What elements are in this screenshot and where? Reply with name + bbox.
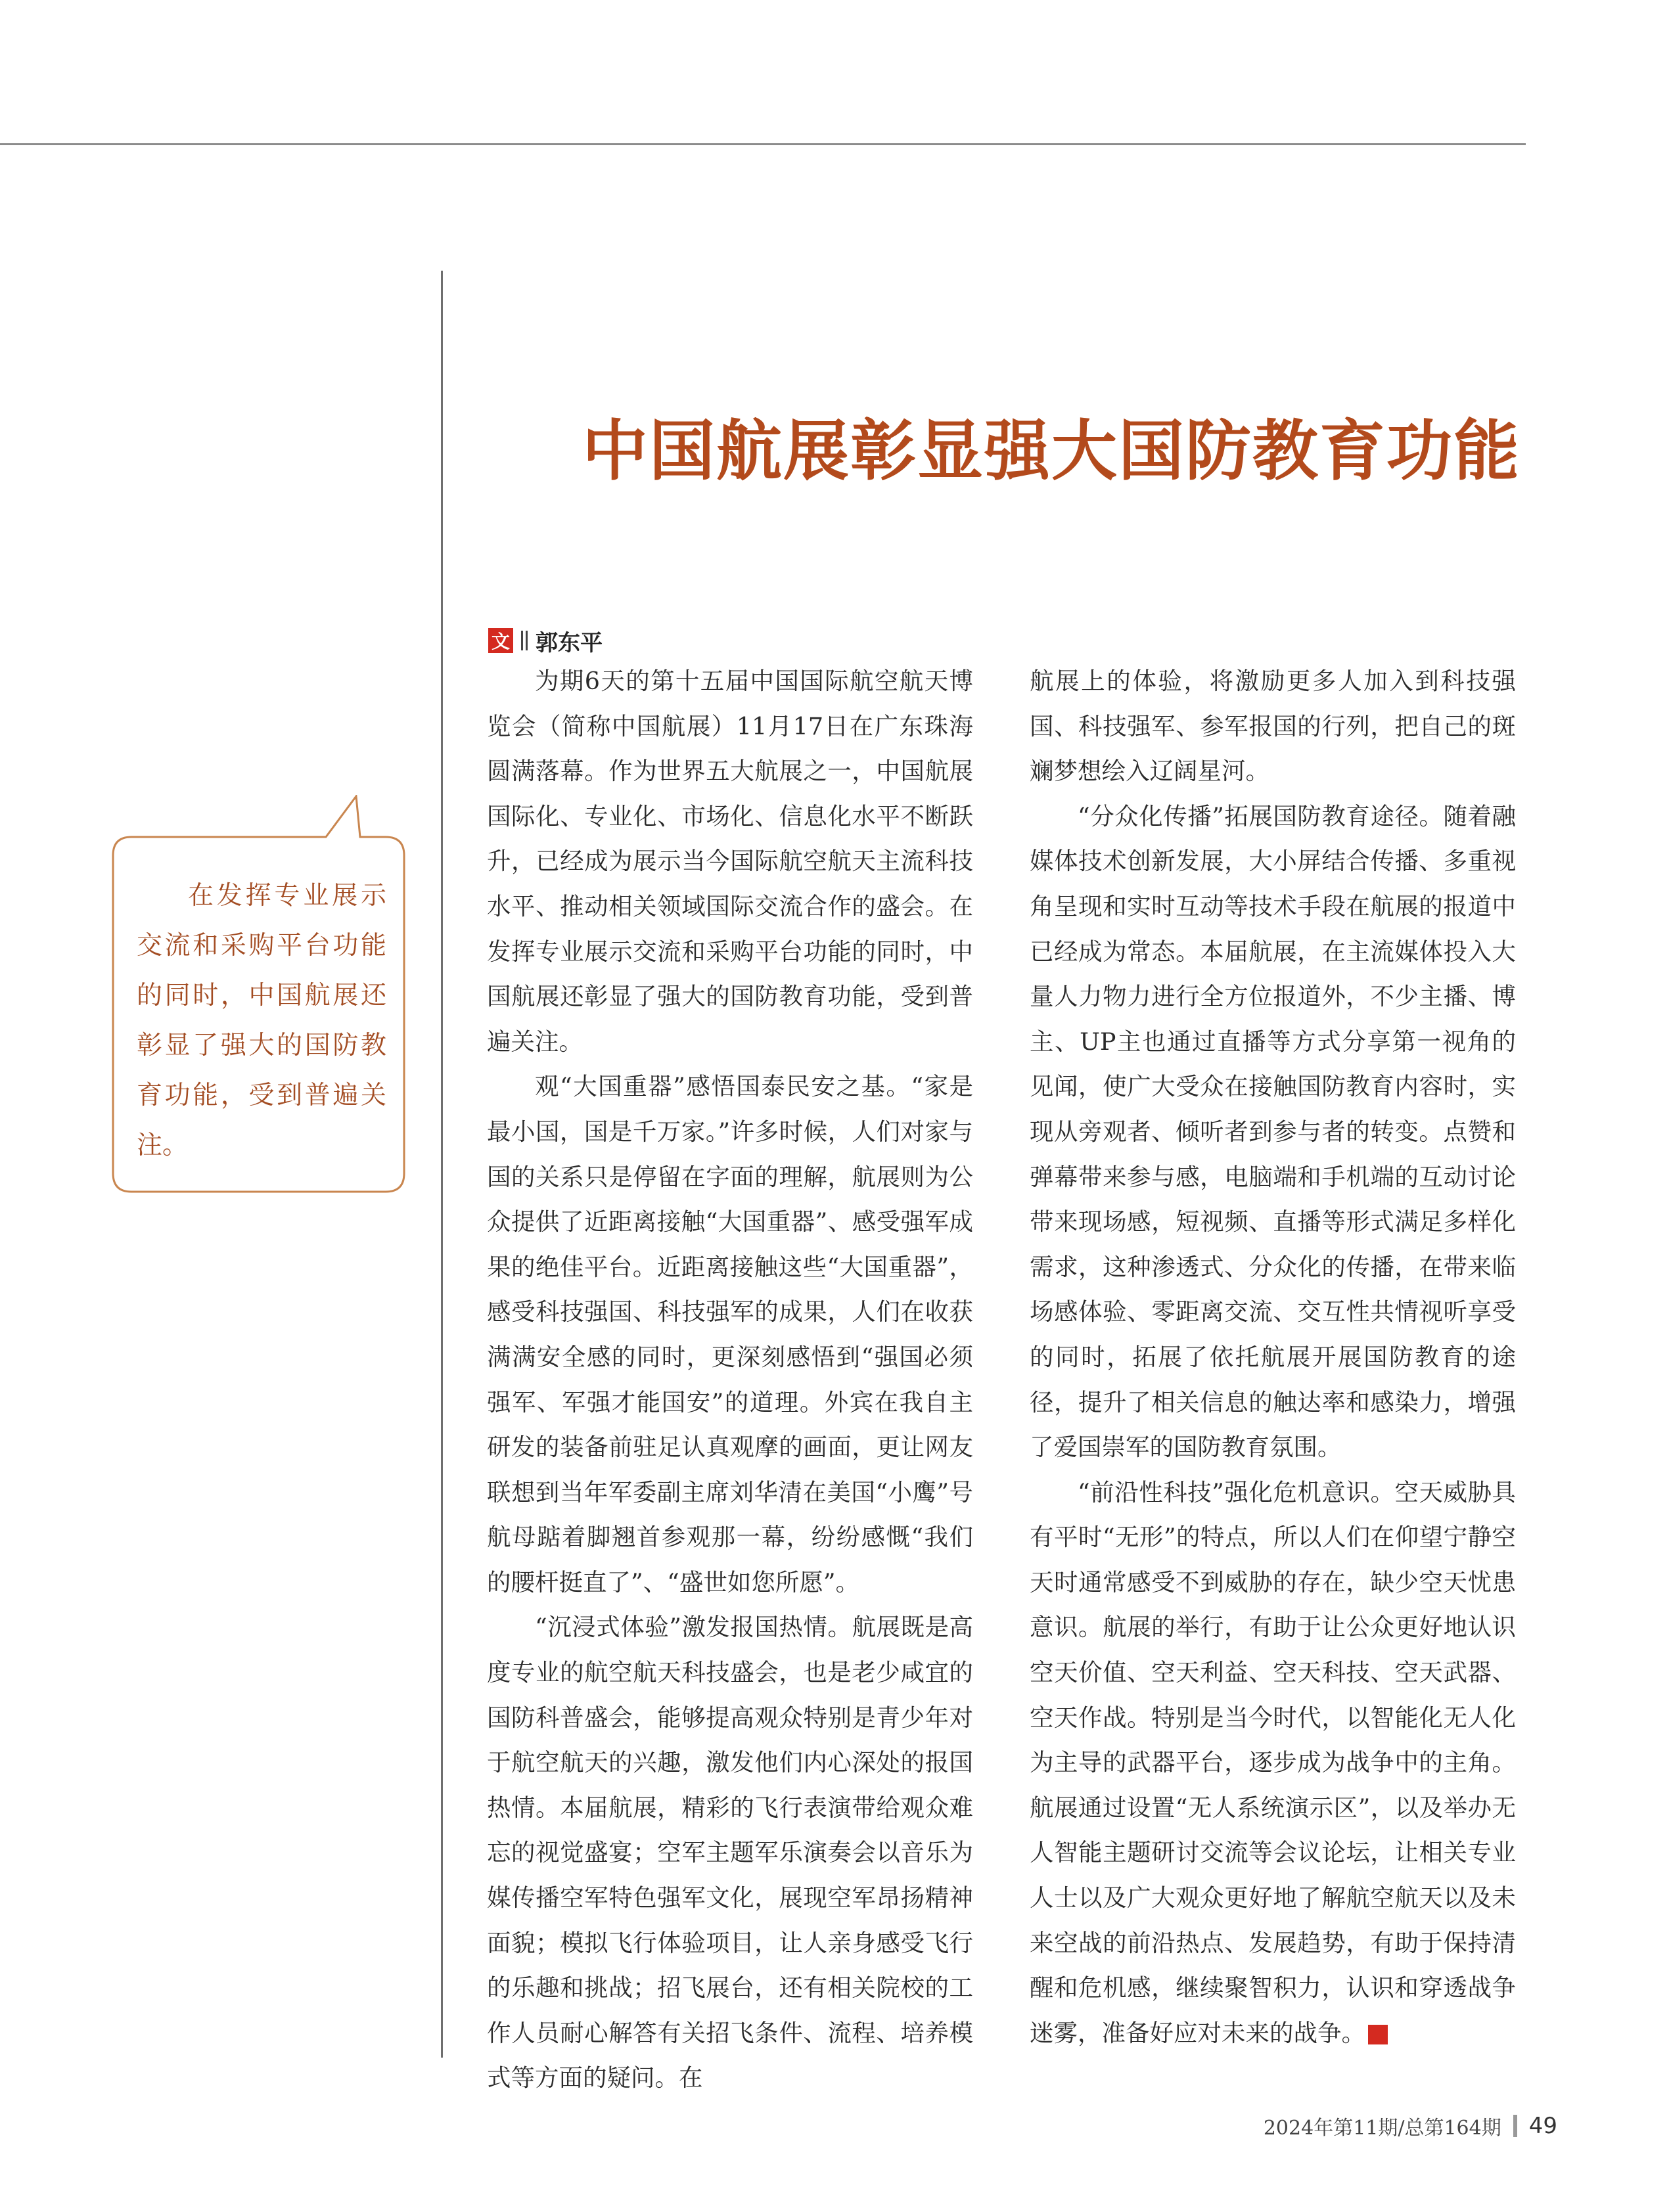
paragraph: “分众化传播”拓展国防教育途径。随着融媒体技术创新发展，大小屏结合传播、多重视角呈现和实时互动等技术手段在航展的报道中已经成为常态。本届航展，在主流媒体投入大量人力物力进行全方位报道外，不少主播、博主、UP主也通过直播等方式分享第一视角的见闻，使广大受众在接触国防教育内容时，实现从旁观者、倾听者到参与者的转变。点赞和弹幕带来参与感，电脑端和手机端的互动讨论带来现场感，短视频、直播等形式满足多样化需求，这种渗透式、分众化的传播，在带来临场感体验、零距离交流、交互性共情视听享受的同时，拓展了依托航展开展国防教育的途径，提升了相关信息的触达率和感染力，增强了爱国崇军的国防教育氛围。 (1030, 801, 1516, 1462)
article-title: 中国航展彰显强大国防教育功能 (582, 413, 1520, 489)
column-divider-rule (441, 271, 443, 2058)
footer-separator (1513, 2115, 1517, 2137)
paragraph: 航展上的体验，将激励更多人加入到科技强国、科技强军、参军报国的行列，把自己的斑斓梦想绘入辽阔星河。 (1030, 667, 1516, 786)
paragraph: 观“大国重器”感悟国泰民安之基。“家是最小国，国是千万家。”许多时候，人们对家与国的关系只是停留在字面的理解，航展则为公众提供了近距离接触“大国重器”、感受强军成果的绝佳平台。近距离接触这些“大国重器”，感受科技强国、科技强军的成果，人们在收获满满安全感的同时，更深刻感悟到“强国必须强军、军强才能国安”的道理。外宾在我自主研发的装备前驻足认真观摩的画面，更让网友联想到当年军委副主席刘华清在美国“小鹰”号航母踮着脚翘首参观那一幕，纷纷感慨“我们的腰杆挺直了”、“盛世如您所愿”。 (487, 1072, 973, 1596)
paragraph-last (1030, 1470, 1516, 2056)
byline (488, 624, 603, 657)
pull-quote-text: 在发挥专业展示交流和采购平台功能的同时，中国航展还彰显了强大的国防教育功能，受到普遍关注。 (137, 881, 386, 1160)
page-number: 49 (1528, 2113, 1557, 2139)
header-rule (0, 143, 1526, 145)
paragraph-text: “前沿性科技”强化危机意识。空天威胁具有平时“无形”的特点，所以人们在仰望宁静空天时通常感受不到威胁的存在，缺少空天忧患意识。航展的举行，有助于让公众更好地认识空天价值、空天利益、空天科技、空天武器、空天作战。特别是当今时代，以智能化无人化为主导的武器平台，逐步成为战争中的主角。航展通过设置“无人系统演示区”，以及举办无人智能主题研讨交流等会议论坛，让相关专业人士以及广大观众更好地了解航空航天以及未来空战的前沿热点、发展趋势，有助于保持清醒和危机感，继续聚智积力，认识和穿透战争迷雾，准备好应对未来的战争。 (1030, 1478, 1516, 2047)
issue-label: 2024年第11期/总第164期 (1263, 2117, 1501, 2140)
byline-badge: 文 (488, 628, 513, 653)
byline-separator (521, 631, 528, 650)
page-footer (1264, 2111, 1557, 2140)
article-column-right (1030, 659, 1516, 2056)
article-column-left (487, 659, 973, 2101)
paragraph: 为期6天的第十五届中国国际航空航天博览会（简称中国航展）11月17日在广东珠海圆满落幕。作为世界五大航展之一，中国航展国际化、专业化、市场化、信息化水平不断跃升，已经成为展示当今国际航空航天主流科技水平、推动相关领域国际交流合作的盛会。在发挥专业展示交流和采购平台功能的同时，中国航展还彰显了强大的国防教育功能，受到普遍关注。 (487, 667, 973, 1056)
end-mark-icon: G (1368, 2025, 1388, 2044)
paragraph: “沉浸式体验”激发报国热情。航展既是高度专业的航空航天科技盛会，也是老少咸宜的国防科普盛会，能够提高观众特别是青少年对于航空航天的兴趣，激发他们内心深处的报国热情。本届航展，精彩的飞行表演带给观众难忘的视觉盛宴；空军主题军乐演奏会以音乐为媒传播空军特色强军文化，展现空军昂扬精神面貌；模拟飞行体验项目，让人亲身感受飞行的乐趣和挑战；招飞展台，还有相关院校的工作人员耐心解答有关招飞条件、流程、培养模式等方面的疑问。在 (487, 1613, 973, 2092)
author-name: 郭东平 (536, 629, 603, 656)
